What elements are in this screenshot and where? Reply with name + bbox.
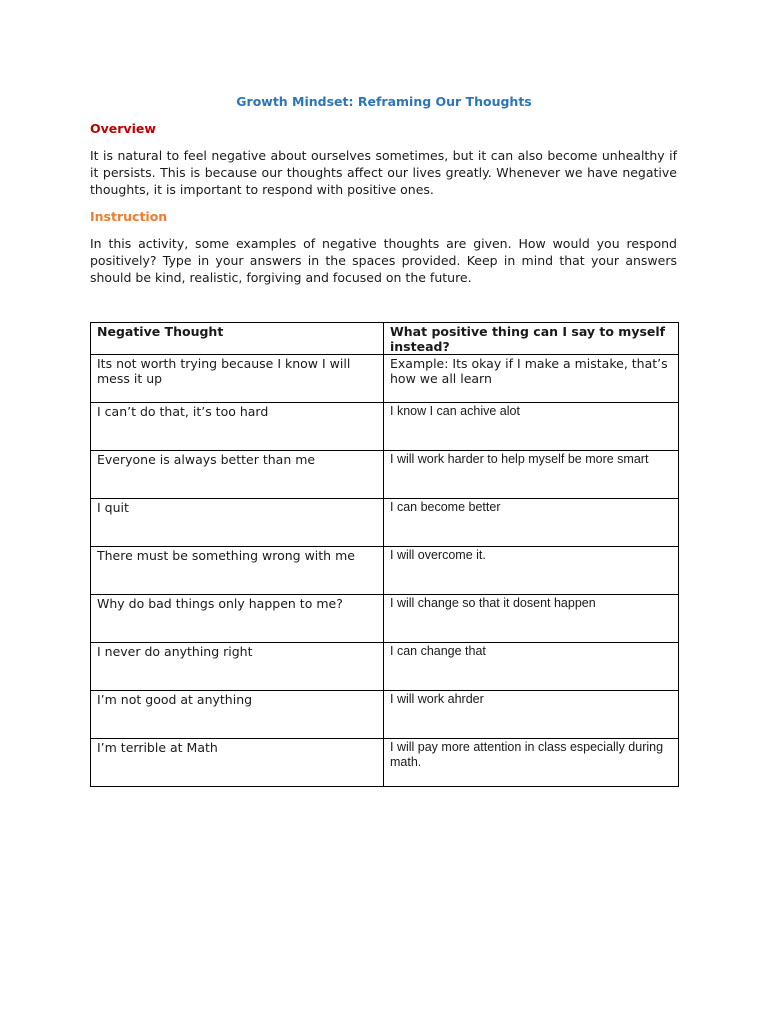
document-title: Growth Mindset: Reframing Our Thoughts: [236, 94, 532, 109]
table-row: [91, 499, 679, 547]
table-row: [91, 739, 679, 787]
negative-thought-cell: I never do anything right: [91, 643, 384, 691]
answer-cell[interactable]: I will work ahrder: [384, 691, 679, 739]
table-row: [91, 403, 679, 451]
example-answer-cell[interactable]: Example: Its okay if I make a mistake, that’s how we all learn: [384, 355, 679, 403]
negative-thought-cell: I quit: [91, 499, 384, 547]
answer-cell[interactable]: I can become better: [384, 499, 679, 547]
header-positive-response: What positive thing can I say to myself instead?: [384, 323, 679, 355]
header-negative-thought: Negative Thought: [91, 323, 384, 355]
table-row: [91, 691, 679, 739]
overview-paragraph: It is natural to feel negative about ourselves sometimes, but it can also become unhealthy if it persists. This is because our thoughts affect our lives greatly. Whenever we have negative thoughts, it is important to respond with positive ones.: [90, 148, 677, 197]
answer-cell[interactable]: I will work harder to help myself be more smart: [384, 451, 679, 499]
answer-cell[interactable]: I will overcome it.: [384, 547, 679, 595]
table-header-row: [91, 323, 679, 355]
negative-thought-cell: Everyone is always better than me: [91, 451, 384, 499]
table-row: [91, 643, 679, 691]
negative-thought-cell: There must be something wrong with me: [91, 547, 384, 595]
answer-cell[interactable]: I will change so that it dosent happen: [384, 595, 679, 643]
overview-heading: Overview: [90, 121, 156, 136]
instruction-paragraph: In this activity, some examples of negative thoughts are given. How would you respond positively? Type in your answers in the spaces provided. Keep in mind that your answers should be kind, realistic, forgiving and focused on the future.: [90, 236, 677, 285]
table-row: [91, 451, 679, 499]
answer-cell[interactable]: I will pay more attention in class especially during math.: [384, 739, 679, 787]
negative-thought-cell: I can’t do that, it’s too hard: [91, 403, 384, 451]
negative-thought-cell: I’m not good at anything: [91, 691, 384, 739]
negative-thought-cell: Why do bad things only happen to me?: [91, 595, 384, 643]
instruction-heading: Instruction: [90, 209, 168, 224]
negative-thought-cell: Its not worth trying because I know I will mess it up: [91, 355, 384, 403]
answer-cell[interactable]: I know I can achive alot: [384, 403, 679, 451]
table-row: [91, 595, 679, 643]
answer-cell[interactable]: I can change that: [384, 643, 679, 691]
thoughts-table: [90, 322, 679, 787]
negative-thought-cell: I’m terrible at Math: [91, 739, 384, 787]
table-row: [91, 547, 679, 595]
table-row: [91, 355, 679, 403]
